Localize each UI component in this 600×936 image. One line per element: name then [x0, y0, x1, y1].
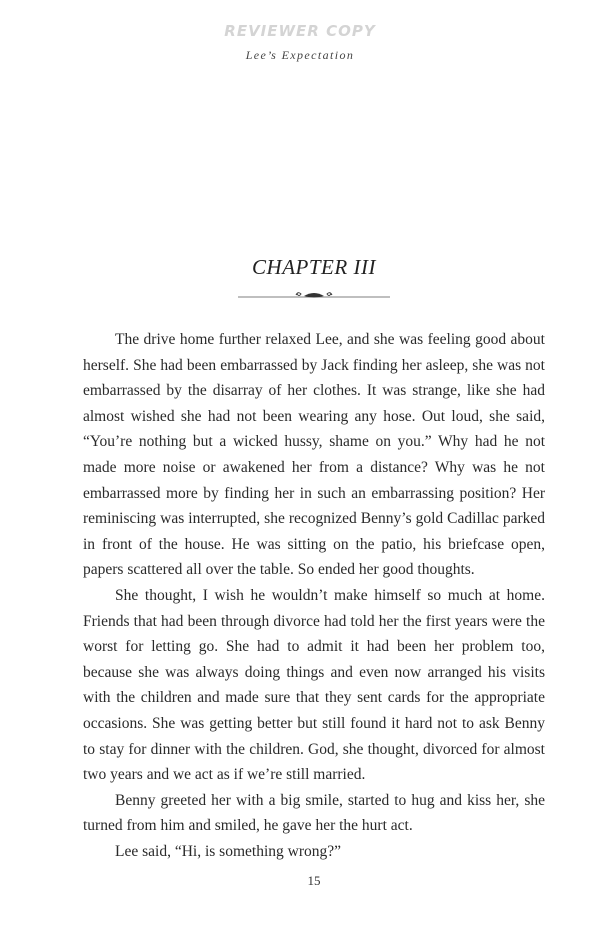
chapter-body: [83, 327, 545, 864]
paragraph: Benny greeted her with a big smile, started to hug and kiss her, she turned from him and smiled, he gave her the hurt act.: [83, 791, 545, 835]
paragraph: Lee said, “Hi, is something wrong?”: [115, 842, 341, 860]
chapter-title: CHAPTER III: [252, 255, 376, 279]
paragraph: The drive home further relaxed Lee, and she was feeling good about herself. She had been embarrassed by Jack finding her asleep, she was not embarrassed by the disarray of her clothes. It was strange, like she had almost wished she had not been wearing any hose. Out loud, she said, “You’re nothing but a wicked hussy, shame on you.” Why had he not made more noise or awakened her from a distance? Why was he not embarrassed more by finding her in such an embarrassing position? Her reminiscing was interrupted, she recognized Benny’s gold Cadillac parked in front of the house. He was sitting on the patio, his briefcase open, papers scattered all over the table. So ended her good thoughts.: [83, 331, 545, 579]
page-number: 15: [307, 873, 321, 888]
reviewer-copy-watermark: REVIEWER COPY: [224, 22, 376, 40]
running-head: Lee’s Expectation: [245, 48, 355, 62]
paragraph: She thought, I wish he wouldn’t make himself so much at home. Friends that had been through divorce had told her the first years were the worst for letting go. She had to admit it had been her problem too, because she was always doing things and even now arranged his visits with the children and made sure that they sent cards for the appropriate occasions. She was getting better but still found it hard not to ask Benny to stay for dinner with the children. God, she thought, divorced for almost two years and we act as if we’re still married.: [83, 586, 545, 784]
chapter-ornament-divider: [236, 287, 392, 303]
